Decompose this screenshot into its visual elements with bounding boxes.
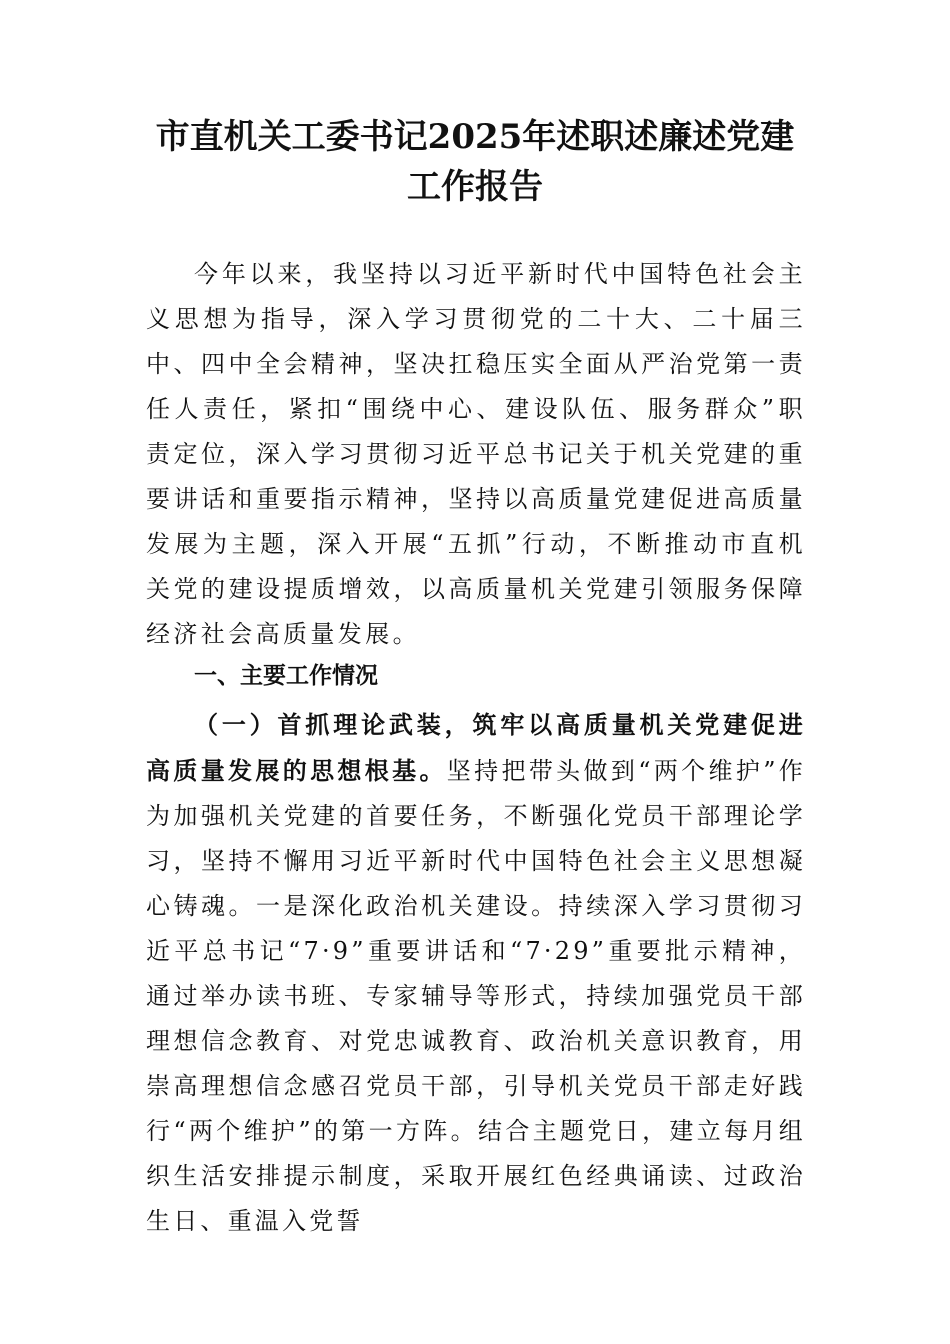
document-title bbox=[120, 112, 830, 212]
paragraph-theory-study bbox=[146, 702, 806, 1244]
section-heading-main-work: 一、主要工作情况 bbox=[194, 663, 378, 689]
title-line-2: 工作报告 bbox=[407, 167, 543, 207]
paragraph-lead-sentence: （一）首抓理论武装，筑牢以高质量机关党建促进高质量发展的思想根基。 bbox=[146, 710, 806, 785]
title-line-1: 市直机关工委书记2025年述职述廉述党建 bbox=[155, 117, 795, 157]
paragraph-intro: 今年以来，我坚持以习近平新时代中国特色社会主义思想为指导，深入学习贯彻党的二十大、二十届三中、四中全会精神，坚决扛稳压实全面从严治党第一责任人责任，紧扣“围绕中心、建设队伍、服务群众”职责定位，深入学习贯彻习近平总书记关于机关党建的重要讲话和重要指示精神，坚持以高质量党建促进高质量发展为主题，深入开展“五抓”行动，不断推动市直机关党的建设提质增效，以高质量机关党建引领服务保障经济社会高质量发展。 bbox=[146, 260, 806, 648]
paragraph-body-text: 坚持把带头做到“两个维护”作为加强机关党建的首要任务，不断强化党员干部理论学习，坚持不懈用习近平新时代中国特色社会主义思想凝心铸魂。一是深化政治机关建设。持续深入学习贯彻习近平总书记“7·9”重要讲话和“7·29”重要批示精神，通过举办读书班、专家辅导等形式，持续加强党员干部理想信念教育、对党忠诚教育、政治机关意识教育，用崇高理想信念感召党员干部，引导机关党员干部走好践行“两个维护”的第一方阵。结合主题党日，建立每月组织生活安排提示制度，采取开展红色经典诵读、过政治生日、重温入党誓 bbox=[146, 757, 807, 1235]
